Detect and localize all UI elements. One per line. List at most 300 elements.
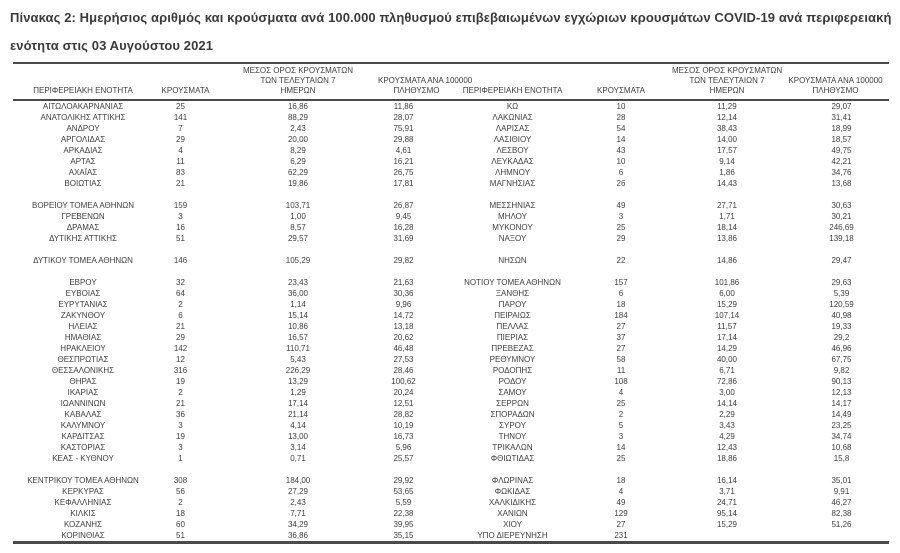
avg7-cell [672,530,782,543]
region-cell: ΤΗΝΟΥ [498,432,527,441]
cases-cell: 14 [616,443,626,452]
region-cell: ΑΡΚΑΔΙΑΣ [63,146,103,155]
region-cell: ΣΑΜΟΥ [498,388,527,397]
per100k-cell: 5,59 [395,498,412,507]
region-cell: ΡΕΘΥΜΝΟΥ [489,355,536,364]
table-row [13,387,889,398]
per100k-cell: 25,57 [393,454,414,463]
cases-cell: 108 [614,377,628,386]
region-cell [13,266,153,277]
avg7-cell: 18,86 [716,454,738,463]
per100k-cell: 16,21 [393,157,414,166]
avg7-cell: 6,00 [719,289,735,298]
cases-cell: 21 [176,179,185,188]
per100k-cell [782,530,889,543]
per100k-cell: 90,13 [831,377,852,386]
avg7-cell: 14,14 [716,399,738,408]
table-row [13,156,889,167]
per100k-cell: 28,07 [393,113,414,122]
region-cell: ΚΑΡΔΙΤΣΑΣ [61,432,105,441]
table-row [13,332,889,343]
region-cell: ΠΕΛΛΑΣ [496,322,529,331]
cases-cell: 19 [176,432,185,441]
avg7-cell: 2,43 [290,124,306,133]
avg7-cell: 19,86 [287,179,309,188]
cases-cell: 1 [178,454,183,463]
avg7-cell: 0,71 [290,454,306,463]
avg7-cell: 13,29 [287,377,309,386]
cases-cell: 27 [616,322,626,331]
region-cell: ΜΗΛΟΥ [498,212,527,221]
cases-cell: 19 [176,377,185,386]
table-row [13,398,889,409]
table-row [13,222,889,233]
cases-cell [153,464,218,475]
avg7-cell [672,266,782,277]
cases-cell: 3 [178,443,183,452]
cases-cell: 64 [176,289,185,298]
cases-cell: 60 [176,520,185,529]
avg7-cell: 1,14 [290,300,306,309]
table-row [13,134,889,145]
avg7-cell: 88,29 [287,113,309,122]
region-cell: ΙΚΑΡΙΑΣ [67,388,99,397]
cases-cell [570,464,672,475]
avg7-cell: 7,71 [290,509,306,518]
table-row [13,255,889,266]
avg7-cell [218,464,378,475]
region-cell: ΑΝΑΤΟΛΙΚΗΣ ΑΤΤΙΚΗΣ [40,113,126,122]
cases-cell: 36 [176,410,185,419]
table-row [13,288,889,299]
table-row [13,497,889,508]
per100k-cell: 9,96 [395,300,412,309]
avg7-cell [218,244,378,255]
avg7-cell: 1,86 [719,168,735,177]
cases-cell: 49 [616,498,626,507]
table-row [13,453,889,464]
avg7-cell: 101,86 [714,278,740,287]
avg7-cell: 24,71 [716,498,738,507]
cases-cell [570,266,672,277]
region-cell: ΝΗΣΩΝ [498,256,527,265]
region-cell: ΘΗΡΑΣ [69,377,97,386]
per100k-cell: 18,57 [831,135,852,144]
per100k-cell: 30,21 [831,212,852,221]
per100k-cell: 246,69 [829,223,854,232]
cases-cell: 28 [616,113,626,122]
region-cell: ΚΕΦΑΛΛΗΝΙΑΣ [54,498,112,507]
avg7-cell: 6,29 [290,157,306,166]
per100k-cell: 49,75 [831,146,852,155]
per100k-cell: 29,88 [393,135,414,144]
per100k-cell: 46,96 [831,344,852,353]
header-row [13,63,889,100]
per100k-cell: 30,36 [393,289,414,298]
per100k-cell: 42,21 [831,157,852,166]
table-row [13,376,889,387]
cases-cell: 184 [614,311,628,320]
avg7-cell [672,244,782,255]
region-cell: ΑΧΑΪΑΣ [68,168,98,177]
region-cell: ΔΡΑΜΑΣ [66,223,100,232]
region-cell: ΚΩ [506,102,519,111]
region-cell: ΔΥΤΙΚΟΥ ΤΟΜΕΑ ΑΘΗΝΩΝ [33,256,133,265]
page-title: Πίνακας 2: Ημερήσιος αριθμός και κρούσματα ανά 100.000 πληθυσμού επιβεβαιωμένων εγχώριων κρουσμάτων COVID-19 ανά περιφερειακή ενότητα στις 03 Αυγούστου 2021 [10,10,892,53]
per100k-cell: 29,82 [393,256,414,265]
region-cell: ΥΠΟ ΔΙΕΡΕΥΝΗΣΗ [477,531,548,540]
per100k-cell: 27,53 [393,355,414,364]
per100k-cell: 10,68 [831,443,852,452]
avg7-cell: 17,57 [716,146,738,155]
region-cell: ΠΡΕΒΕΖΑΣ [491,344,534,353]
cases-cell: 18 [616,476,626,485]
avg7-cell: 36,00 [287,289,309,298]
table-row [13,233,889,244]
avg7-cell: 1,00 [290,212,306,221]
per100k-cell: 14,49 [831,410,852,419]
cases-cell: 16 [176,223,185,232]
per100k-cell: 29,47 [831,256,852,265]
table-row [13,100,889,112]
cases-cell: 3 [618,212,624,221]
cases-cell: 3 [178,421,183,430]
cases-cell: 21 [176,322,185,331]
region-cell: ΑΝΔΡΟΥ [66,124,100,133]
region-cell [455,189,570,200]
region-cell: ΡΟΔΟΥ [498,377,527,386]
region-cell: ΚΑΣΤΟΡΙΑΣ [60,443,106,452]
region-cell: ΕΥΡΥΤΑΝΙΑΣ [58,300,108,309]
column-header: ΜΕΣΟΣ ΟΡΟΣ ΚΡΟΥΣΜΑΤΩΝ ΤΩΝ ΤΕΛΕΥΤΑΙΩΝ 7 ΗΜΕΡΩΝ [242,66,354,95]
cases-cell: 4 [618,487,624,496]
table-row [13,299,889,310]
avg7-cell: 15,29 [716,300,738,309]
region-cell: ΚΑΒΑΛΑΣ [64,410,102,419]
cases-cell: 14 [616,135,626,144]
cases-cell: 49 [616,201,626,210]
column-header: ΚΡΟΥΣΜΑΤΑ ΑΝΑ 100000 ΠΛΗΘΥΣΜΟ [788,76,883,95]
table-row [13,442,889,453]
region-cell: ΚΟΡΙΝΘΙΑΣ [61,531,105,540]
avg7-cell: 95,14 [716,509,738,518]
cases-cell: 316 [173,366,188,375]
per100k-cell: 12,51 [393,399,414,408]
spacer-row [13,266,889,277]
cases-cell: 6 [618,289,624,298]
per100k-cell: 35,15 [393,531,414,540]
spacer-row [13,464,889,475]
avg7-cell: 184,00 [285,476,311,485]
avg7-cell: 226,29 [285,366,311,375]
region-cell: ΛΕΣΒΟΥ [496,146,529,155]
region-cell: ΓΡΕΒΕΝΩΝ [61,212,105,221]
table-row [13,409,889,420]
cases-cell: 25 [616,399,626,408]
table-row [13,519,889,530]
per100k-cell: 29,92 [393,476,414,485]
per100k-cell: 4,61 [395,146,412,155]
avg7-cell: 3,00 [719,388,735,397]
avg7-cell: 16,14 [716,476,738,485]
column-header: ΜΕΣΟΣ ΟΡΟΣ ΚΡΟΥΣΜΑΤΩΝ ΤΩΝ ΤΕΛΕΥΤΑΙΩΝ 7 ΗΜΕΡΩΝ [672,66,783,95]
region-cell: ΝΑΞΟΥ [498,234,527,243]
region-cell: ΞΑΝΘΗΣ [495,289,530,298]
cases-cell: 231 [614,531,628,540]
region-cell: ΧΑΛΚΙΔΙΚΗΣ [488,498,537,507]
per100k-cell: 51,26 [831,520,852,529]
table-row [13,112,889,123]
table-row [13,530,889,543]
region-cell: ΧΑΝΙΩΝ [497,509,528,518]
region-cell: ΚΙΛΚΙΣ [70,509,96,518]
avg7-cell [218,266,378,277]
cases-cell: 54 [616,124,626,133]
cases-cell: 3 [618,432,624,441]
region-cell: ΜΥΚΟΝΟΥ [492,223,533,232]
region-cell: ΠΙΕΡΙΑΣ [496,333,529,342]
column-header: ΠΕΡΙΦΕΡΕΙΑΚΗ ΕΝΟΤΗΤΑ [33,86,133,95]
table-row [13,310,889,321]
per100k-cell: 19,33 [831,322,852,331]
per100k-cell: 28,46 [393,366,414,375]
table-row [13,354,889,365]
column-header: ΚΡΟΥΣΜΑΤΑ [161,86,210,95]
avg7-cell [672,464,782,475]
per100k-cell [378,266,455,277]
avg7-cell: 110,71 [286,344,310,353]
cases-cell: 2 [618,410,624,419]
per100k-cell: 22,38 [393,509,414,518]
region-cell: ΒΟΡΕΙΟΥ ΤΟΜΕΑ ΑΘΗΝΩΝ [31,201,135,210]
region-cell: ΡΟΔΟΠΗΣ [492,366,533,375]
region-cell: ΗΛΕΙΑΣ [68,322,98,331]
per100k-cell: 34,74 [831,432,852,441]
avg7-cell: 6,71 [719,366,735,375]
avg7-cell: 9,14 [719,157,735,166]
region-cell: ΚΕΑΣ - ΚΥΘΝΟΥ [52,454,114,463]
region-cell [13,464,153,475]
cases-cell: 29 [176,135,185,144]
table-row [13,475,889,486]
cases-cell: 141 [173,113,188,122]
cases-cell: 142 [173,344,188,353]
region-cell: ΘΕΣΠΡΩΤΙΑΣ [57,355,109,364]
cases-cell [153,266,218,277]
avg7-cell: 34,29 [287,520,309,529]
per100k-cell: 82,38 [831,509,852,518]
per100k-cell: 26,87 [393,201,414,210]
region-cell: ΑΡΓΟΛΙΔΑΣ [60,135,106,144]
avg7-cell: 8,29 [290,146,306,155]
per100k-cell: 30,63 [831,201,852,210]
avg7-cell: 1,71 [719,212,735,221]
cases-cell: 2 [178,300,183,309]
region-cell: ΛΗΜΝΟΥ [495,168,530,177]
region-cell [455,266,570,277]
region-cell: ΖΑΚΥΝΘΟΥ [60,311,106,320]
per100k-cell: 39,95 [393,520,414,529]
table-row [13,167,889,178]
region-cell: ΦΘΙΩΤΙΔΑΣ [490,454,535,463]
region-cell: ΑΙΤΩΛΟΑΚΑΡΝΑΝΙΑΣ [42,102,124,111]
cases-cell: 29 [176,333,185,342]
avg7-cell: 1,29 [290,388,306,397]
table-row [13,321,889,332]
spacer-row [13,244,889,255]
avg7-cell: 72,86 [716,377,738,386]
region-cell: ΚΑΛΥΜΝΟΥ [60,421,106,430]
table-row [13,431,889,442]
region-cell: ΦΩΚΙΔΑΣ [494,487,531,496]
per100k-cell: 21,63 [393,278,414,287]
cases-cell [153,244,218,255]
per100k-cell: 14,72 [393,311,414,320]
cases-cell: 11 [616,366,626,375]
cases-cell: 21 [176,399,185,408]
avg7-cell: 15,29 [716,520,738,529]
per100k-cell: 20,62 [393,333,414,342]
cases-cell: 7 [178,124,183,133]
cases-cell: 10 [616,102,626,111]
avg7-cell: 3,43 [719,421,735,430]
per100k-cell: 9,45 [395,212,412,221]
per100k-cell: 46,27 [831,498,852,507]
avg7-cell: 18,14 [716,223,738,232]
avg7-cell: 4,14 [290,421,306,430]
cases-cell: 25 [176,102,185,111]
table-row [13,178,889,189]
avg7-cell: 12,14 [716,113,738,122]
cases-cell: 2 [178,388,183,397]
region-cell [13,244,153,255]
cases-cell: 83 [176,168,185,177]
avg7-cell: 17,14 [287,399,309,408]
per100k-cell: 120,59 [829,300,854,309]
avg7-cell: 11,29 [717,102,737,111]
avg7-cell: 13,00 [287,432,309,441]
table-row [13,123,889,134]
cases-cell: 27 [616,344,626,353]
cases-cell: 37 [616,333,626,342]
avg7-cell: 14,00 [716,135,738,144]
cases-cell: 3 [178,212,183,221]
region-cell: ΣΠΟΡΑΔΩΝ [490,410,535,419]
avg7-cell: 21,14 [287,410,309,419]
per100k-cell: 23,25 [831,421,852,430]
avg7-cell: 14,29 [716,344,738,353]
table-row [13,508,889,519]
per100k-cell: 75,91 [393,124,414,133]
cases-cell: 51 [176,531,185,540]
per100k-cell [782,189,889,200]
per100k-cell: 12,13 [831,388,852,397]
per100k-cell [782,266,889,277]
region-cell: ΛΑΡΙΣΑΣ [495,124,530,133]
avg7-cell: 40,00 [716,355,738,364]
table-row [13,420,889,431]
avg7-cell: 62,29 [287,168,309,177]
avg7-cell: 27,71 [716,201,738,210]
covid-table [13,62,889,544]
region-cell: ΣΕΡΡΩΝ [496,399,529,408]
region-cell: ΕΥΒΟΙΑΣ [65,289,101,298]
avg7-cell: 3,71 [719,487,735,496]
region-cell: ΔΥΤΙΚΗΣ ΑΤΤΙΚΗΣ [49,234,117,243]
avg7-cell: 16,57 [287,333,309,342]
region-cell: ΛΑΣΙΘΙΟΥ [493,135,532,144]
cases-cell: 129 [614,509,628,518]
region-cell: ΗΡΑΚΛΕΙΟΥ [60,344,106,353]
per100k-cell: 40,98 [831,311,852,320]
per100k-cell: 46,48 [393,344,414,353]
per100k-cell: 28,82 [393,410,414,419]
per100k-cell: 31,69 [393,234,414,243]
cases-cell: 58 [616,355,626,364]
table-row [13,277,889,288]
per100k-cell [782,244,889,255]
cases-cell: 6 [178,311,183,320]
column-header: ΚΡΟΥΣΜΑΤΑ ΑΝΑ 100000 ΠΛΗΘΥΣΜΟ [378,76,473,95]
region-cell: ΧΙΟΥ [503,520,522,529]
per100k-cell: 29,63 [831,278,852,287]
per100k-cell: 5,96 [395,443,412,452]
cases-cell: 157 [614,278,628,287]
table-row [13,486,889,497]
avg7-cell: 2,43 [290,498,306,507]
cases-cell: 51 [176,234,185,243]
region-cell: ΕΒΡΟΥ [69,278,97,287]
avg7-cell: 20,00 [287,135,309,144]
table-header [13,63,889,100]
per100k-cell: 13,18 [393,322,414,331]
spacer-row [13,189,889,200]
per100k-cell: 53,65 [393,487,414,496]
cases-cell: 22 [616,256,626,265]
region-cell: ΒΟΙΩΤΙΑΣ [64,179,102,188]
avg7-cell: 5,43 [290,355,306,364]
per100k-cell: 16,28 [393,223,414,232]
cases-cell: 308 [173,476,188,485]
region-cell: ΜΑΓΝΗΣΙΑΣ [489,179,536,188]
region-cell: ΜΕΣΣΗΝΙΑΣ [489,201,536,210]
avg7-cell: 17,14 [716,333,738,342]
cases-cell: 25 [616,454,626,463]
cases-cell: 4 [618,388,624,397]
avg7-cell: 23,43 [287,278,309,287]
avg7-cell [218,189,378,200]
cases-cell [153,189,218,200]
cases-cell: 18 [176,509,185,518]
region-cell: ΗΜΑΘΙΑΣ [64,333,102,342]
cases-cell: 11 [176,157,185,166]
region-cell: ΚΕΝΤΡΙΚΟΥ ΤΟΜΕΑ ΑΘΗΝΩΝ [27,476,139,485]
region-cell: ΑΡΤΑΣ [70,157,96,166]
avg7-cell: 38,43 [716,124,738,133]
cases-cell: 56 [176,487,185,496]
table-row [13,211,889,222]
per100k-cell: 11,86 [393,102,414,111]
avg7-cell: 14,86 [716,256,738,265]
cases-cell: 10 [616,157,626,166]
per100k-cell: 26,75 [393,168,414,177]
cases-cell: 18 [616,300,626,309]
cases-cell: 6 [618,168,624,177]
per100k-cell [378,189,455,200]
avg7-cell: 36,86 [287,531,309,540]
cases-cell: 159 [173,201,188,210]
per100k-cell: 16,73 [393,432,414,441]
